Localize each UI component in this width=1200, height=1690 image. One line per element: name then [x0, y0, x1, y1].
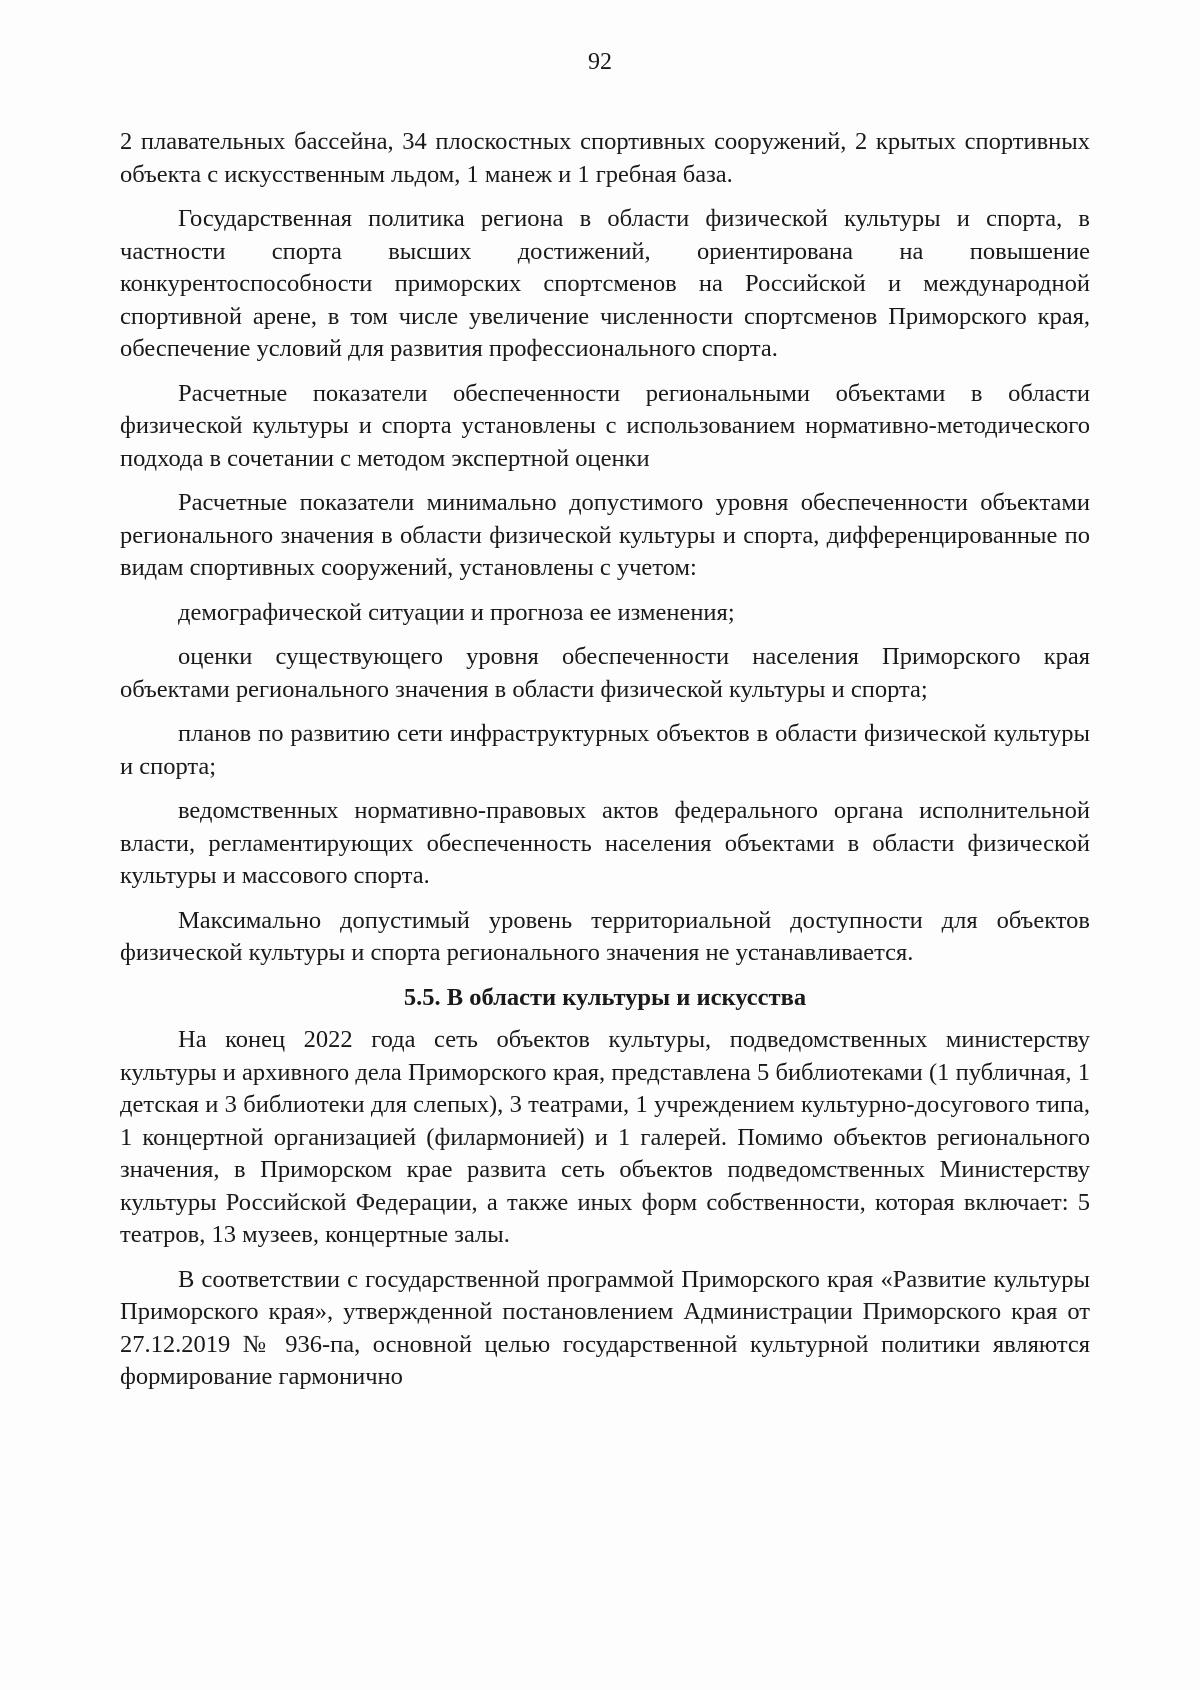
paragraph: Расчетные показатели обеспеченности региональными объектами в области физической культуры и спорта установлены с использованием нормативно-методического подхода в сочетании с методом экспертной оценки	[120, 379, 1090, 472]
list-item: демографической ситуации и прогноза ее изменения;	[178, 598, 735, 626]
paragraph: В соответствии с государственной программой Приморского края «Развитие культуры Приморского края», утвержденной постановлением Администрации Приморского края от 27.12.2019 № 936-па, основной целью государственной культурной политики являются формирование гармонично	[120, 1265, 1090, 1390]
list-item: ведомственных нормативно-правовых актов федерального органа исполнительной власти, регламентирующих обеспеченность населения объектами в области физической культуры и массового спорта.	[120, 797, 1090, 889]
list-item: планов по развитию сети инфраструктурных объектов в области физической культуры и спорта;	[120, 720, 1090, 780]
paragraph: Максимально допустимый уровень территориальной доступности для объектов физической культуры и спорта регионального значения не устанавливается.	[120, 906, 1090, 966]
page-number: 92	[588, 49, 612, 75]
section-heading: 5.5. В области культуры и искусства	[403, 983, 807, 1011]
paragraph: На конец 2022 года сеть объектов культуры, подведомственных министерству культуры и архивного дела Приморского края, представлена 5 библиотеками (1 публичная, 1 детская и 3 библиотеки для слепых), 3 театрами, 1 учреждением культурно-досугового типа, 1 концертной организацией (филармонией) и 1 галерей. Помимо объектов регионального значения, в Приморском крае развита сеть объектов подведомственных Министерству культуры Российской Федерации, а также иных форм собственности, которая включает: 5 театров, 13 музеев, концертные залы.	[120, 1026, 1090, 1248]
paragraph: 2 плавательных бассейна, 34 плоскостных спортивных сооружений, 2 крытых спортивных объекта с искусственным льдом, 1 манеж и 1 гребная база.	[120, 128, 1090, 188]
paragraph: Расчетные показатели минимально допустимого уровня обеспеченности объектами регионального значения в области физической культуры и спорта, дифференцированные по видам спортивных сооружений, установлены с учетом:	[120, 489, 1090, 581]
document-body	[120, 126, 1090, 1406]
list-item: оценки существующего уровня обеспеченности населения Приморского края объектами регионального значения в области физической культуры и спорта;	[120, 643, 1090, 703]
paragraph: Государственная политика региона в области физической культуры и спорта, в частности спорта высших достижений, ориентирована на повышение конкурентоспособности приморских спортсменов на Российской и международной спортивной арене, в том числе увеличение численности спортсменов Приморского края, обеспечение условий для развития профессионального спорта.	[120, 205, 1090, 362]
